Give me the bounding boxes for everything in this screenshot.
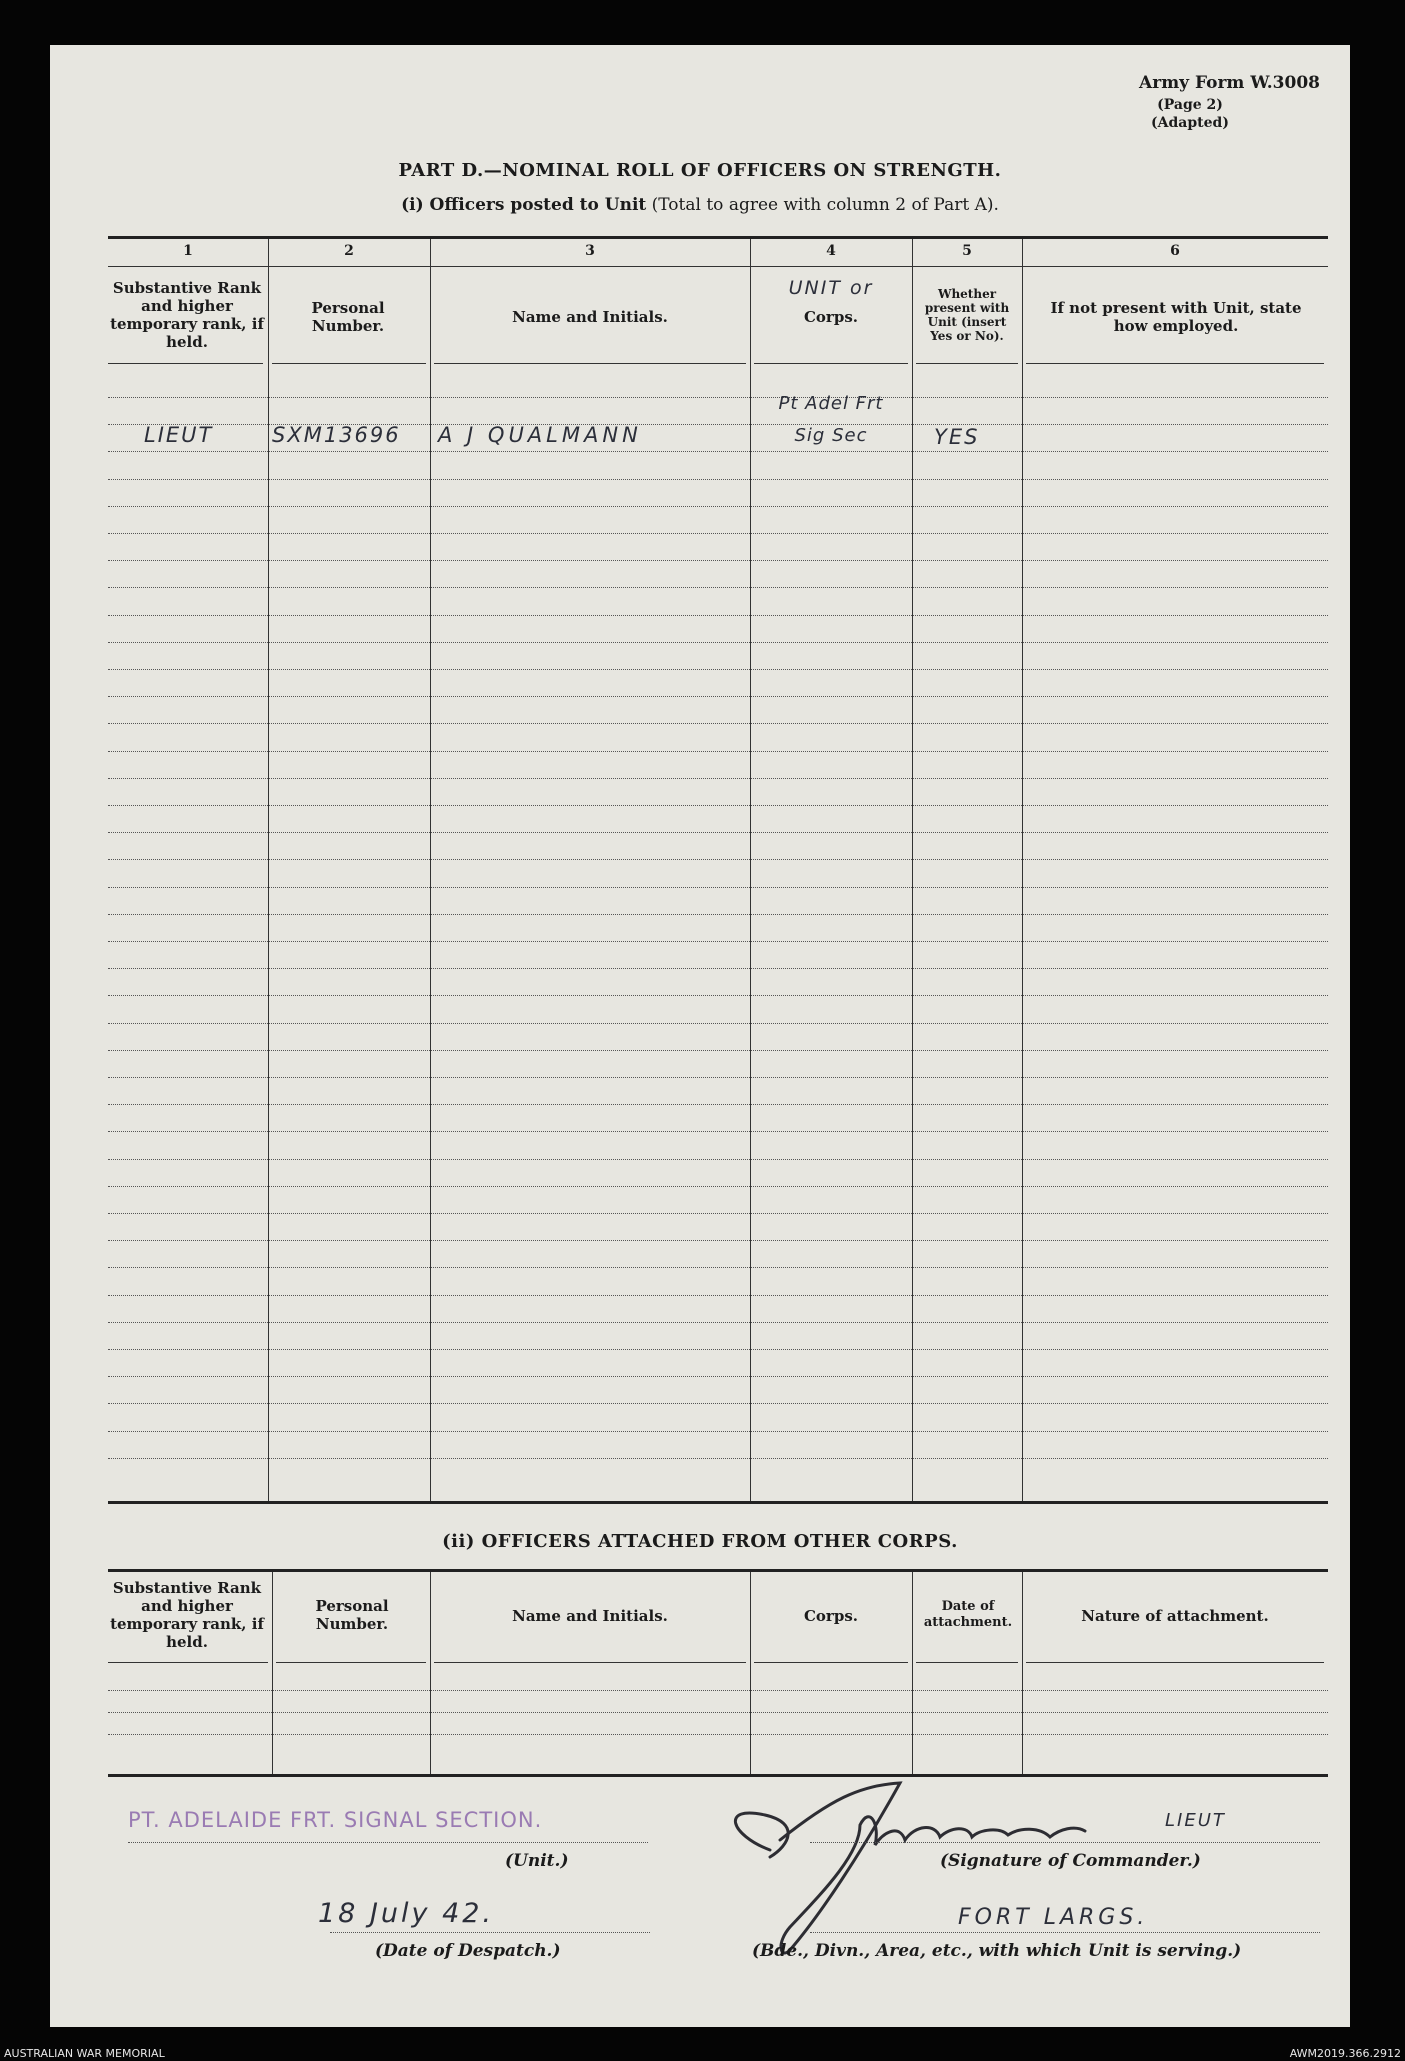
ruled-line	[108, 1734, 1328, 1735]
ruled-line	[108, 1131, 1328, 1132]
footer-accession-number: AWM2019.366.2912	[1289, 2047, 1401, 2060]
ruled-line	[108, 1267, 1328, 1268]
column-header-employed: If not present with Unit, state how employed.	[1050, 299, 1302, 335]
ruled-line	[108, 1077, 1328, 1078]
entry-present: YES	[934, 425, 980, 449]
header-underline	[108, 363, 263, 364]
column-number-rule	[108, 266, 1328, 267]
signature-dotted-line	[810, 1842, 1320, 1843]
ruled-line	[108, 1159, 1328, 1160]
ruled-line	[108, 1023, 1328, 1024]
ruled-line	[108, 506, 1328, 507]
signature-rank: LIEUT	[1165, 1810, 1226, 1831]
ruled-line	[108, 587, 1328, 588]
ruled-line	[108, 1213, 1328, 1214]
ruled-line	[108, 1690, 1328, 1691]
ruled-line	[108, 1458, 1328, 1459]
ruled-line	[108, 1403, 1328, 1404]
header-underline	[916, 363, 1018, 364]
location-dotted-line	[810, 1932, 1320, 1933]
ruled-line	[108, 615, 1328, 616]
ruled-line	[108, 1322, 1328, 1323]
ruled-line	[108, 914, 1328, 915]
entry-number: SXM13696	[272, 423, 401, 447]
column-divider	[430, 239, 431, 1501]
column-number: 5	[962, 243, 972, 259]
column-divider	[750, 1572, 751, 1774]
ruled-line	[108, 1376, 1328, 1377]
part-ii-header-name: Name and Initials.	[512, 1607, 668, 1625]
column-divider	[912, 239, 913, 1501]
header-underline	[434, 363, 746, 364]
column-number: 4	[826, 243, 836, 259]
header-underline	[754, 1662, 908, 1663]
entry-unit-line1: Pt Adel Frt	[778, 393, 884, 414]
unit-stamp: PT. ADELAIDE FRT. SIGNAL SECTION.	[128, 1808, 543, 1832]
header-underline	[1026, 363, 1324, 364]
ruled-line	[108, 533, 1328, 534]
ruled-line	[108, 1050, 1328, 1051]
ruled-line	[108, 751, 1328, 752]
unit-caption: (Unit.)	[505, 1851, 569, 1871]
form-page-number: (Page 2)	[1157, 97, 1223, 113]
part-ii-header-number: Personal Number.	[315, 1597, 389, 1633]
part-d-heading: PART D.—NOMINAL ROLL OF OFFICERS ON STRENGTH.	[398, 160, 1002, 181]
header-underline	[272, 363, 426, 364]
table-bottom-rule	[108, 1501, 1328, 1504]
ruled-line	[108, 451, 1328, 452]
column-number: 1	[183, 243, 193, 259]
despatch-date: 18 July 42.	[318, 1898, 495, 1929]
part-ii-top-rule	[108, 1569, 1328, 1572]
part-ii-header-rank: Substantive Rank and higher temporary rank, if held.	[110, 1579, 264, 1651]
ruled-line	[108, 887, 1328, 888]
header-underline	[916, 1662, 1018, 1663]
ruled-line	[108, 1349, 1328, 1350]
ruled-line	[108, 859, 1328, 860]
ruled-line	[108, 560, 1328, 561]
ruled-line	[108, 1295, 1328, 1296]
part-d-subheading-rest: (Total to agree with column 2 of Part A).	[651, 195, 999, 215]
part-d-subheading-bold: (i) Officers posted to Unit	[401, 195, 647, 215]
ruled-line	[108, 642, 1328, 643]
column-divider	[912, 1572, 913, 1774]
date-dotted-line	[330, 1932, 650, 1933]
ruled-line	[108, 832, 1328, 833]
ruled-line	[108, 1104, 1328, 1105]
column-header-corps: Corps.	[803, 308, 858, 326]
part-d-subheading	[50, 195, 1350, 215]
ruled-line	[108, 669, 1328, 670]
form-adapted: (Adapted)	[1151, 115, 1229, 131]
ruled-line	[108, 805, 1328, 806]
ruled-line	[108, 1431, 1328, 1432]
ruled-line	[108, 1240, 1328, 1241]
entry-name: A J QUALMANN	[438, 423, 642, 447]
header-underline	[1026, 1662, 1324, 1663]
ruled-line	[108, 723, 1328, 724]
part-ii-header-corps: Corps.	[803, 1607, 858, 1625]
date-caption: (Date of Despatch.)	[375, 1941, 561, 1961]
column-divider	[272, 1572, 273, 1774]
column-divider	[1022, 1572, 1023, 1774]
form-title: Army Form W.3008	[1139, 73, 1320, 93]
column-number: 2	[344, 243, 354, 259]
header-underline	[754, 363, 908, 364]
part-ii-header-date: Date of attachment.	[923, 1599, 1013, 1630]
column-header-rank: Substantive Rank and higher temporary rank, if held.	[110, 279, 264, 351]
ruled-line	[108, 941, 1328, 942]
entry-unit-line2: Sig Sec	[794, 425, 868, 446]
form-page	[50, 45, 1350, 2027]
ruled-line	[108, 968, 1328, 969]
corps-handwritten-prefix: UNIT or	[788, 277, 874, 299]
header-underline	[276, 1662, 426, 1663]
location-caption: (Bde., Divn., Area, etc., with which Unit is serving.)	[752, 1941, 1242, 1961]
column-divider	[430, 1572, 431, 1774]
column-header-number: Personal Number.	[311, 299, 385, 335]
column-number: 6	[1170, 243, 1180, 259]
column-divider	[268, 239, 269, 1501]
column-divider	[1022, 239, 1023, 1501]
ruled-line	[108, 1712, 1328, 1713]
ruled-line	[108, 778, 1328, 779]
location: FORT LARGS.	[958, 1905, 1149, 1930]
column-header-name: Name and Initials.	[512, 308, 668, 326]
ruled-line	[108, 479, 1328, 480]
signature-caption: (Signature of Commander.)	[940, 1851, 1201, 1871]
column-header-present: Whether present with Unit (insert Yes or No).	[924, 287, 1010, 343]
part-ii-header-nature: Nature of attachment.	[1081, 1607, 1269, 1625]
footer-archive-name: AUSTRALIAN WAR MEMORIAL	[4, 2047, 165, 2060]
header-underline	[108, 1662, 268, 1663]
column-number: 3	[585, 243, 595, 259]
ruled-line	[108, 1186, 1328, 1187]
ruled-line	[108, 696, 1328, 697]
part-ii-heading: (ii) OFFICERS ATTACHED FROM OTHER CORPS.	[442, 1531, 958, 1552]
entry-rank: LIEUT	[144, 423, 214, 447]
table-top-rule	[108, 236, 1328, 239]
ruled-line	[108, 397, 1328, 398]
ruled-line	[108, 995, 1328, 996]
header-underline	[434, 1662, 746, 1663]
unit-dotted-line	[128, 1842, 648, 1843]
